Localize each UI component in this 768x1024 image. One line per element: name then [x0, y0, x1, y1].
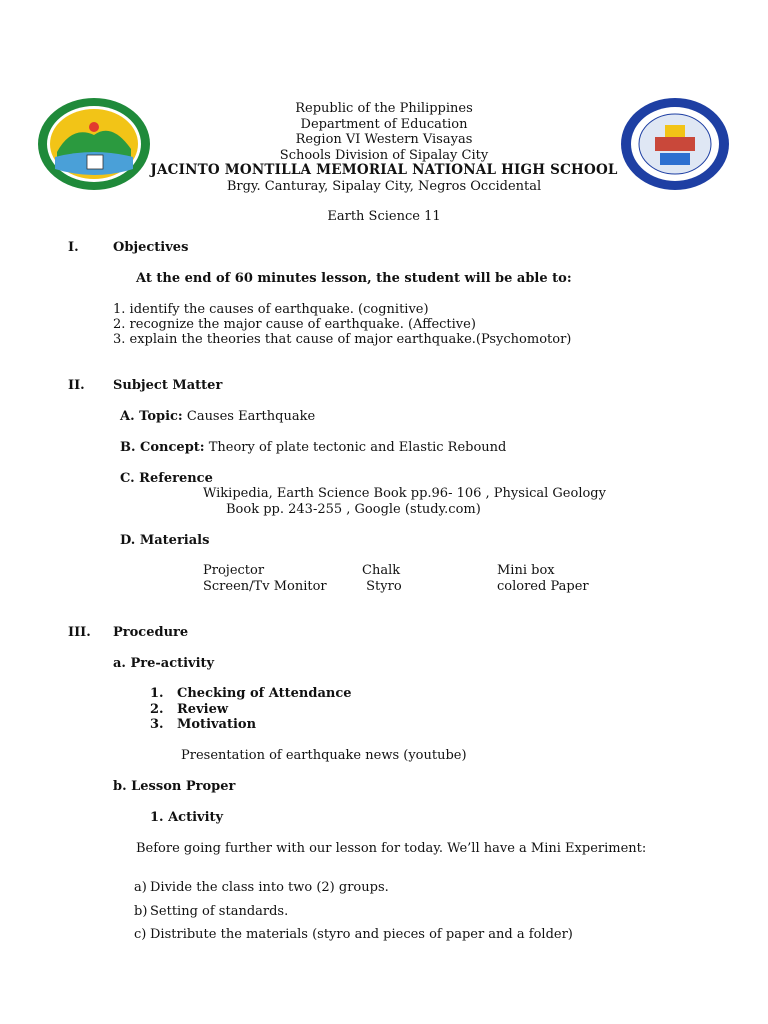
materials-label: D. Materials — [120, 533, 210, 548]
header-department: Department of Education — [300, 117, 468, 132]
section1-title: Objectives — [113, 240, 189, 255]
topic-line — [120, 409, 315, 424]
motivation-text: Presentation of earthquake news (youtube) — [181, 748, 467, 763]
section2-numeral: II. — [68, 378, 85, 393]
lesson-proper-heading: b. Lesson Proper — [113, 779, 236, 794]
step-text: Setting of standards. — [150, 904, 289, 919]
pre-item-text: Checking of Attendance — [177, 686, 352, 701]
header-republic: Republic of the Philippines — [295, 101, 473, 116]
concept-value: Theory of plate tectonic and Elastic Rebound — [204, 440, 507, 455]
subject-title: Earth Science 11 — [327, 209, 441, 224]
objectives-intro: At the end of 60 minutes lesson, the student will be able to: — [136, 271, 572, 286]
material-item: Mini box — [497, 563, 555, 578]
topic-value: Causes Earthquake — [182, 409, 316, 424]
step-letter: a) — [134, 880, 147, 895]
objective-item: 1. identify the causes of earthquake. (cognitive) — [113, 302, 429, 317]
section3-title: Procedure — [113, 625, 189, 640]
material-item: Chalk — [362, 563, 401, 578]
material-item: Styro — [362, 579, 402, 594]
objective-item: 2. recognize the major cause of earthquake. (Affective) — [113, 317, 476, 332]
activity-heading: 1. Activity — [150, 810, 224, 825]
pre-item-number: 3. — [150, 717, 164, 732]
material-item: Projector — [203, 563, 265, 578]
pre-item-number: 2. — [150, 702, 164, 717]
step-letter: b) — [134, 904, 148, 919]
reference-label: C. Reference — [120, 471, 213, 486]
school-name: JACINTO MONTILLA MEMORIAL NATIONAL HIGH SCHOOL — [150, 162, 618, 178]
topic-label: A. Topic: — [120, 409, 183, 424]
section1-numeral: I. — [68, 240, 79, 255]
activity-intro: Before going further with our lesson for today. We’ll have a Mini Experiment: — [136, 841, 647, 856]
section2-title: Subject Matter — [113, 378, 223, 393]
pre-activity-heading: a. Pre-activity — [113, 656, 215, 671]
concept-line — [120, 440, 506, 455]
step-letter: c) — [134, 927, 147, 942]
reference-line: Wikipedia, Earth Science Book pp.96- 106 , Physical Geology — [203, 486, 606, 501]
pre-item-number: 1. — [150, 686, 164, 701]
pre-item-text: Motivation — [177, 717, 257, 732]
objective-item: 3. explain the theories that cause of major earthquake.(Psychomotor) — [113, 332, 572, 347]
concept-label: B. Concept: — [120, 440, 205, 455]
school-address: Brgy. Canturay, Sipalay City, Negros Occidental — [226, 179, 542, 194]
pre-item-text: Review — [177, 702, 229, 717]
header-region: Region VI Western Visayas — [295, 132, 473, 147]
material-item: colored Paper — [497, 579, 589, 594]
step-text: Divide the class into two (2) groups. — [150, 880, 389, 895]
material-item: Screen/Tv Monitor — [203, 579, 327, 594]
section3-numeral: III. — [68, 625, 91, 640]
step-text: Distribute the materials (styro and pieces of paper and a folder) — [150, 927, 573, 942]
reference-line: Book pp. 243-255 , Google (study.com) — [226, 502, 481, 517]
header-division: Schools Division of Sipalay City — [279, 148, 489, 163]
